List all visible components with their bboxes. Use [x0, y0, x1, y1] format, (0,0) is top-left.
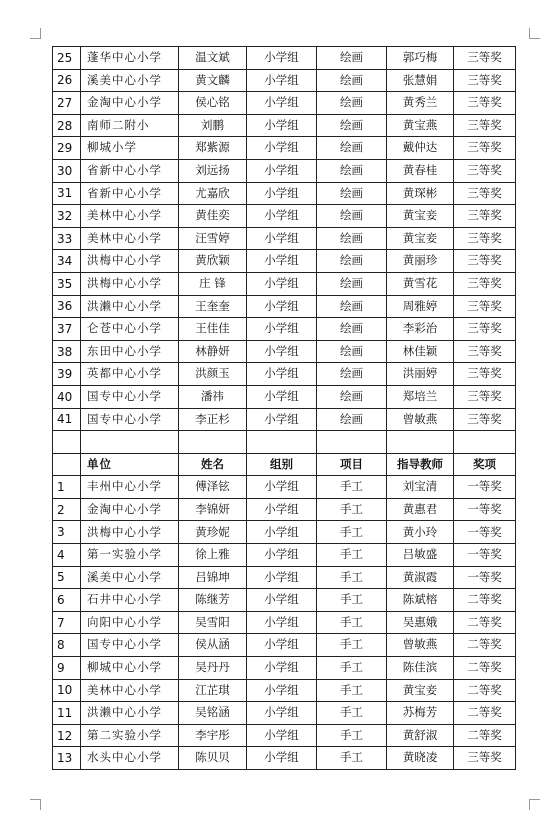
award-cell: 三等奖: [454, 340, 516, 363]
student-name-cell: 黄佳奕: [179, 205, 247, 228]
teacher-cell: 郭巧梅: [387, 47, 454, 70]
school-cell: 仑苍中心小学: [81, 318, 179, 341]
award-cell: 三等奖: [454, 159, 516, 182]
student-name-cell: [179, 431, 247, 454]
student-name-cell: 侯从涵: [179, 634, 247, 657]
group-cell: 小学组: [247, 205, 317, 228]
category-cell: 手工: [317, 521, 387, 544]
group-cell: 小学组: [247, 611, 317, 634]
teacher-cell: 陈斌榕: [387, 589, 454, 612]
teacher-cell: 黄宝妾: [387, 205, 454, 228]
school-cell: 省新中心小学: [81, 159, 179, 182]
teacher-cell: 吴惠娥: [387, 611, 454, 634]
crop-mark-bottom-left: [30, 799, 41, 810]
table-row: [53, 182, 516, 205]
group-cell: 小学组: [247, 159, 317, 182]
row-number-cell: 33: [53, 227, 81, 250]
table-row: [53, 657, 516, 680]
table-row: [53, 521, 516, 544]
teacher-cell: 陈佳滨: [387, 657, 454, 680]
category-cell: 绘画: [317, 69, 387, 92]
student-name-cell: 李锦妍: [179, 498, 247, 521]
teacher-cell: 吕敏盛: [387, 544, 454, 567]
row-number-cell: 12: [53, 724, 81, 747]
group-cell: 小学组: [247, 363, 317, 386]
teacher-cell: 黄琛彬: [387, 182, 454, 205]
row-number-cell: 40: [53, 385, 81, 408]
table-row: [53, 69, 516, 92]
group-cell: 小学组: [247, 182, 317, 205]
student-name-cell: 王佳佳: [179, 318, 247, 341]
group-cell: 小学组: [247, 589, 317, 612]
category-cell: 手工: [317, 747, 387, 770]
category-cell: 手工: [317, 702, 387, 725]
category-cell: 绘画: [317, 363, 387, 386]
group-cell: 小学组: [247, 408, 317, 431]
award-cell: 三等奖: [454, 182, 516, 205]
teacher-cell: 黄宝燕: [387, 114, 454, 137]
school-cell: 美林中心小学: [81, 205, 179, 228]
row-number-cell: 39: [53, 363, 81, 386]
row-number-cell: 27: [53, 92, 81, 115]
award-cell: 三等奖: [454, 92, 516, 115]
award-cell: 一等奖: [454, 476, 516, 499]
group-cell: 小学组: [247, 747, 317, 770]
row-number-cell: 35: [53, 272, 81, 295]
table-row: [53, 476, 516, 499]
school-cell: 洪濑中心小学: [81, 702, 179, 725]
category-cell: 手工: [317, 476, 387, 499]
row-number-cell: 25: [53, 47, 81, 70]
group-cell: 小学组: [247, 272, 317, 295]
school-cell: 洪梅中心小学: [81, 250, 179, 273]
student-name-cell: 王奎奎: [179, 295, 247, 318]
category-cell: 绘画: [317, 272, 387, 295]
school-cell: 美林中心小学: [81, 227, 179, 250]
award-cell: 三等奖: [454, 408, 516, 431]
school-cell: 柳城中心小学: [81, 657, 179, 680]
award-cell: 三等奖: [454, 272, 516, 295]
school-cell: 溪美中心小学: [81, 69, 179, 92]
award-cell: 一等奖: [454, 566, 516, 589]
group-cell: 小学组: [247, 498, 317, 521]
category-cell: 绘画: [317, 318, 387, 341]
category-cell: 手工: [317, 634, 387, 657]
student-name-cell: 林静妍: [179, 340, 247, 363]
category-cell: [317, 431, 387, 454]
school-cell: 第一实验小学: [81, 544, 179, 567]
teacher-cell: 黄淑霞: [387, 566, 454, 589]
table-row: [53, 702, 516, 725]
school-cell: 水头中心小学: [81, 747, 179, 770]
row-number-cell: 7: [53, 611, 81, 634]
row-number-cell: 30: [53, 159, 81, 182]
row-number-cell: 26: [53, 69, 81, 92]
group-cell: 小学组: [247, 566, 317, 589]
row-number-cell: 6: [53, 589, 81, 612]
group-cell: 小学组: [247, 679, 317, 702]
category-cell: 手工: [317, 589, 387, 612]
row-number-cell: 36: [53, 295, 81, 318]
student-name-cell: 姓名: [179, 453, 247, 476]
award-cell: 三等奖: [454, 363, 516, 386]
student-name-cell: 吴铭涵: [179, 702, 247, 725]
award-cell: 三等奖: [454, 227, 516, 250]
teacher-cell: 黄丽珍: [387, 250, 454, 273]
category-cell: 绘画: [317, 47, 387, 70]
student-name-cell: 徐上雅: [179, 544, 247, 567]
group-cell: 小学组: [247, 657, 317, 680]
student-name-cell: 黄珍妮: [179, 521, 247, 544]
award-cell: 二等奖: [454, 611, 516, 634]
category-cell: 手工: [317, 544, 387, 567]
table-row: [53, 589, 516, 612]
award-cell: 奖项: [454, 453, 516, 476]
blank-row: [53, 431, 516, 454]
row-number-cell: 3: [53, 521, 81, 544]
table-row: [53, 679, 516, 702]
school-cell: [81, 431, 179, 454]
award-cell: 三等奖: [454, 318, 516, 341]
teacher-cell: 黄小玲: [387, 521, 454, 544]
table-row: [53, 205, 516, 228]
row-number-cell: 11: [53, 702, 81, 725]
row-number-cell: 4: [53, 544, 81, 567]
category-cell: 绘画: [317, 295, 387, 318]
crop-mark-bottom-right: [529, 799, 540, 810]
category-cell: 手工: [317, 498, 387, 521]
group-cell: 小学组: [247, 47, 317, 70]
student-name-cell: 黄欣颖: [179, 250, 247, 273]
school-cell: 英都中心小学: [81, 363, 179, 386]
row-number-cell: 10: [53, 679, 81, 702]
category-cell: 绘画: [317, 408, 387, 431]
award-cell: 三等奖: [454, 385, 516, 408]
table-row: [53, 747, 516, 770]
table-row: [53, 272, 516, 295]
table-row: [53, 137, 516, 160]
row-number-cell: 13: [53, 747, 81, 770]
group-cell: 小学组: [247, 702, 317, 725]
group-cell: 小学组: [247, 227, 317, 250]
crop-mark-top-right: [529, 28, 540, 39]
group-cell: 小学组: [247, 92, 317, 115]
school-cell: 金淘中心小学: [81, 92, 179, 115]
award-cell: 三等奖: [454, 295, 516, 318]
table-row: [53, 47, 516, 70]
row-number-cell: 41: [53, 408, 81, 431]
category-cell: 手工: [317, 724, 387, 747]
teacher-cell: 刘宝清: [387, 476, 454, 499]
award-cell: 一等奖: [454, 498, 516, 521]
award-cell: 三等奖: [454, 250, 516, 273]
award-cell: 二等奖: [454, 634, 516, 657]
row-number-cell: 38: [53, 340, 81, 363]
award-table-body: [53, 47, 516, 770]
category-cell: 绘画: [317, 159, 387, 182]
school-cell: 单位: [81, 453, 179, 476]
row-number-cell: [53, 431, 81, 454]
group-cell: 组别: [247, 453, 317, 476]
teacher-cell: 郑培兰: [387, 385, 454, 408]
group-cell: 小学组: [247, 318, 317, 341]
school-cell: 第二实验小学: [81, 724, 179, 747]
teacher-cell: 张慧娟: [387, 69, 454, 92]
teacher-cell: [387, 431, 454, 454]
award-cell: 一等奖: [454, 521, 516, 544]
group-cell: 小学组: [247, 544, 317, 567]
category-cell: 手工: [317, 566, 387, 589]
student-name-cell: 刘鹏: [179, 114, 247, 137]
category-cell: 项目: [317, 453, 387, 476]
school-cell: 柳城小学: [81, 137, 179, 160]
school-cell: 国专中心小学: [81, 634, 179, 657]
student-name-cell: 洪颜玉: [179, 363, 247, 386]
student-name-cell: 李正杉: [179, 408, 247, 431]
table-row: [53, 159, 516, 182]
group-cell: 小学组: [247, 69, 317, 92]
award-cell: 二等奖: [454, 724, 516, 747]
school-cell: 丰州中心小学: [81, 476, 179, 499]
row-number-cell: 37: [53, 318, 81, 341]
row-number-cell: 32: [53, 205, 81, 228]
school-cell: 南师二附小: [81, 114, 179, 137]
table-row: [53, 634, 516, 657]
category-cell: 绘画: [317, 250, 387, 273]
award-cell: 三等奖: [454, 69, 516, 92]
category-cell: 绘画: [317, 182, 387, 205]
group-cell: [247, 431, 317, 454]
award-cell: 二等奖: [454, 702, 516, 725]
group-cell: 小学组: [247, 295, 317, 318]
teacher-cell: 林佳颖: [387, 340, 454, 363]
table-row: [53, 340, 516, 363]
student-name-cell: 庄 锋: [179, 272, 247, 295]
teacher-cell: 黄宝妾: [387, 227, 454, 250]
table-row: [53, 114, 516, 137]
award-cell: 三等奖: [454, 137, 516, 160]
teacher-cell: 黄晓凌: [387, 747, 454, 770]
teacher-cell: 曾敏燕: [387, 634, 454, 657]
table-row: [53, 250, 516, 273]
teacher-cell: 苏梅芳: [387, 702, 454, 725]
row-number-cell: 31: [53, 182, 81, 205]
student-name-cell: 潘祎: [179, 385, 247, 408]
teacher-cell: 曾敏燕: [387, 408, 454, 431]
school-cell: 石井中心小学: [81, 589, 179, 612]
school-cell: 国专中心小学: [81, 385, 179, 408]
row-number-cell: 34: [53, 250, 81, 273]
group-cell: 小学组: [247, 634, 317, 657]
student-name-cell: 尤嘉欣: [179, 182, 247, 205]
student-name-cell: 温文斌: [179, 47, 247, 70]
group-cell: 小学组: [247, 476, 317, 499]
school-cell: 省新中心小学: [81, 182, 179, 205]
teacher-cell: 黄雪花: [387, 272, 454, 295]
category-cell: 手工: [317, 657, 387, 680]
school-cell: 国专中心小学: [81, 408, 179, 431]
teacher-cell: 指导教师: [387, 453, 454, 476]
row-number-cell: 5: [53, 566, 81, 589]
award-cell: 三等奖: [454, 747, 516, 770]
table-row: [53, 385, 516, 408]
teacher-cell: 黄惠君: [387, 498, 454, 521]
row-number-cell: 2: [53, 498, 81, 521]
teacher-cell: 黄春桂: [387, 159, 454, 182]
table-row: [53, 544, 516, 567]
row-number-cell: 9: [53, 657, 81, 680]
school-cell: 溪美中心小学: [81, 566, 179, 589]
teacher-cell: 周雅婷: [387, 295, 454, 318]
student-name-cell: 汪雪婷: [179, 227, 247, 250]
category-cell: 绘画: [317, 385, 387, 408]
student-name-cell: 刘远扬: [179, 159, 247, 182]
award-cell: 二等奖: [454, 657, 516, 680]
group-cell: 小学组: [247, 385, 317, 408]
table-row: [53, 566, 516, 589]
student-name-cell: 郑紫源: [179, 137, 247, 160]
group-cell: 小学组: [247, 250, 317, 273]
category-cell: 手工: [317, 679, 387, 702]
group-cell: 小学组: [247, 521, 317, 544]
award-cell: [454, 431, 516, 454]
school-cell: 美林中心小学: [81, 679, 179, 702]
award-cell: 三等奖: [454, 114, 516, 137]
school-cell: 洪梅中心小学: [81, 272, 179, 295]
student-name-cell: 陈继芳: [179, 589, 247, 612]
student-name-cell: 吕锦坤: [179, 566, 247, 589]
table-row: [53, 92, 516, 115]
category-cell: 绘画: [317, 340, 387, 363]
student-name-cell: 侯心铭: [179, 92, 247, 115]
group-cell: 小学组: [247, 137, 317, 160]
category-cell: 绘画: [317, 137, 387, 160]
crop-mark-top-left: [30, 28, 41, 39]
table-row: [53, 318, 516, 341]
row-number-cell: [53, 453, 81, 476]
teacher-cell: 黄秀兰: [387, 92, 454, 115]
table-row: [53, 363, 516, 386]
student-name-cell: 黄文麟: [179, 69, 247, 92]
table-row: [53, 498, 516, 521]
group-cell: 小学组: [247, 340, 317, 363]
category-cell: 绘画: [317, 114, 387, 137]
student-name-cell: 李宇彤: [179, 724, 247, 747]
student-name-cell: 吴雪阳: [179, 611, 247, 634]
row-number-cell: 29: [53, 137, 81, 160]
school-cell: 洪梅中心小学: [81, 521, 179, 544]
row-number-cell: 28: [53, 114, 81, 137]
student-name-cell: 吴丹丹: [179, 657, 247, 680]
teacher-cell: 黄舒淑: [387, 724, 454, 747]
group-cell: 小学组: [247, 114, 317, 137]
student-name-cell: 江芷琪: [179, 679, 247, 702]
table-row: [53, 611, 516, 634]
category-cell: 绘画: [317, 205, 387, 228]
table-row: [53, 227, 516, 250]
row-number-cell: 8: [53, 634, 81, 657]
teacher-cell: 洪丽婷: [387, 363, 454, 386]
teacher-cell: 黄宝妾: [387, 679, 454, 702]
table-header-row: [53, 453, 516, 476]
table-row: [53, 295, 516, 318]
school-cell: 洪濑中心小学: [81, 295, 179, 318]
school-cell: 东田中心小学: [81, 340, 179, 363]
award-cell: 三等奖: [454, 205, 516, 228]
student-name-cell: 陈贝贝: [179, 747, 247, 770]
group-cell: 小学组: [247, 724, 317, 747]
category-cell: 绘画: [317, 227, 387, 250]
table-row: [53, 724, 516, 747]
teacher-cell: 李彩治: [387, 318, 454, 341]
school-cell: 向阳中心小学: [81, 611, 179, 634]
award-cell: 二等奖: [454, 589, 516, 612]
category-cell: 手工: [317, 611, 387, 634]
school-cell: 金淘中心小学: [81, 498, 179, 521]
school-cell: 蓬华中心小学: [81, 47, 179, 70]
award-cell: 一等奖: [454, 544, 516, 567]
category-cell: 绘画: [317, 92, 387, 115]
student-name-cell: 傅泽铉: [179, 476, 247, 499]
award-cell: 三等奖: [454, 47, 516, 70]
award-table: [52, 46, 516, 770]
table-row: [53, 408, 516, 431]
award-cell: 二等奖: [454, 679, 516, 702]
row-number-cell: 1: [53, 476, 81, 499]
teacher-cell: 戴仲达: [387, 137, 454, 160]
